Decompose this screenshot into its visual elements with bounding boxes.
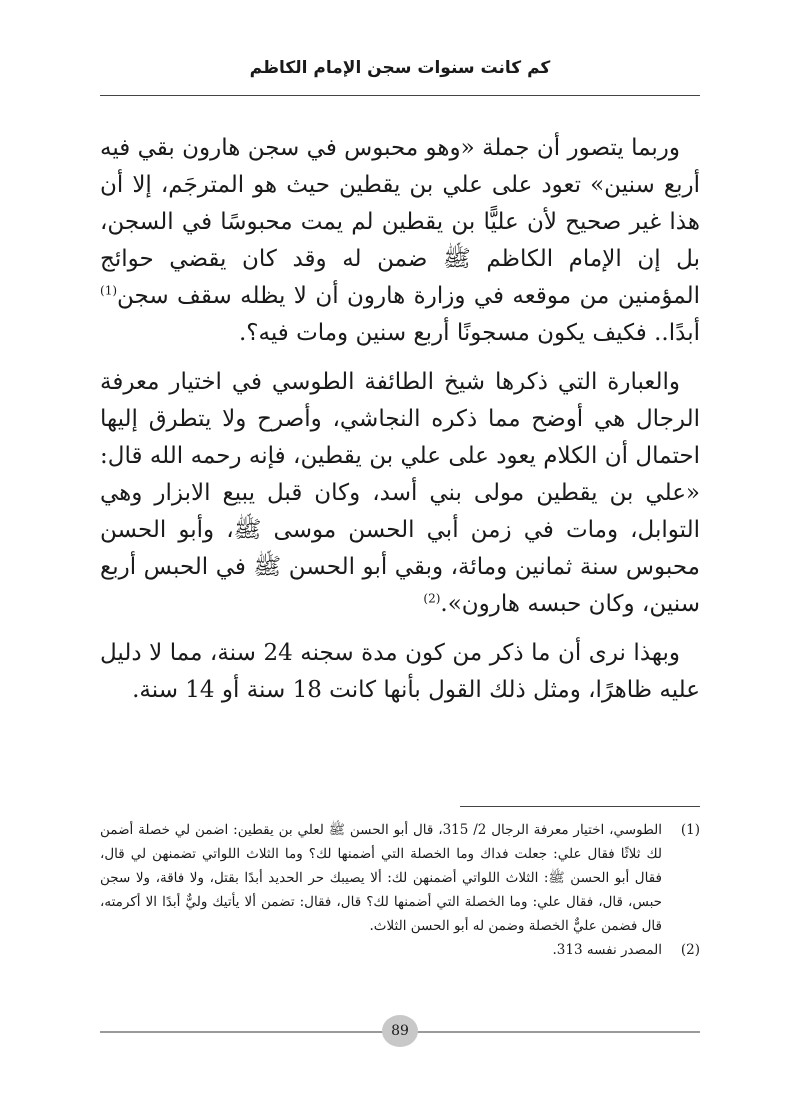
page-footer [100,1015,700,1047]
main-body [100,130,700,721]
paragraph-3-text: وبهذا نرى أن ما ذكر من كون مدة سجنه 24 سنة، مما لا دليل عليه ظاهرًا، ومثل ذلك القول بأنها كانت 18 سنة أو 14 سنة. [100,640,700,703]
paragraph-2-text: والعبارة التي ذكرها شيخ الطائفة الطوسي في اختيار معرفة الرجال هي أوضح مما ذكره النجاشي، وأصرح ولا يتطرق إليها احتمال أن الكلام يعود على علي بن يقطين، فإنه رحمه الله قال: «علي بن يقطين مولى بني أسد، وكان قبل يبيع الابزار وهي التوابل، ومات في زمن أبي الحسن موسى ﷺ، وأبو الحسن محبوس سنة ثمانين ومائة، وبقي أبو الحسن ﷺ في الحبس أربع سنين، وكان حبسه هارون». [100,369,700,617]
paragraph-1 [100,130,700,352]
page-number-badge: 89 [382,1015,418,1047]
footnote-text: الطوسي، اختيار معرفة الرجال 2/ 315، قال أبو الحسن ﷺ لعلي بن يقطين: اضمن لي خصلة أضمن لك ثلاثًا فقال علي: جعلت فداك وما الخصلة التي أضمنها لك؟ وما الثلاث اللواتي تضمنهن لي قال، فقال أبو الحسن ﷺ: الثلاث اللواتي أضمنهن لك: ألا يصيبك حر الحديد أبدًا بقتل، ولا فاقة، ولا سجن حبس، قال، فقال علي: وما الخصلة التي أضمنها لك؟ قال، فقال: تضمن ألا يأتيك وليٌّ أبدًا الا أكرمته، قال فضمن عليٌّ الخصلة وضمن له أبو الحسن الثلاث. [100,822,663,934]
footnote-divider [460,806,700,807]
running-title: كم كانت سنوات سجن الإمام الكاظم [249,58,551,78]
footnote-number: (2) [680,942,700,958]
footnote-text: المصدر نفسه 313. [552,942,662,958]
footnote-number: (1) [680,822,700,838]
footnote-1 [100,818,700,938]
footnotes [100,818,700,962]
paragraph-1-text: وربما يتصور أن جملة «وهو محبوس في سجن هارون بقي فيه أربع سنين» تعود على علي بن يقطين حيث هو المترجَم، إلا أن هذا غير صحيح لأن عليًّا بن يقطين لم يمت محبوسًا في السجن، بل إن الإمام الكاظم ﷺ ضمن له وقد كان يقضي حوائج المؤمنين من موقعه في وزارة هارون أن لا يظله سقف سجن [100,135,700,309]
footnote-ref-2[interactable]: (2) [423,591,441,606]
paragraph-1-tail: أبدًا.. فكيف يكون مسجونًا أربع سنين ومات فيه؟. [238,320,700,346]
footnote-2 [100,938,700,962]
paragraph-2 [100,364,700,623]
paragraph-3 [100,635,700,709]
footnote-ref-1[interactable]: (1) [100,283,118,298]
header-divider [100,95,700,96]
